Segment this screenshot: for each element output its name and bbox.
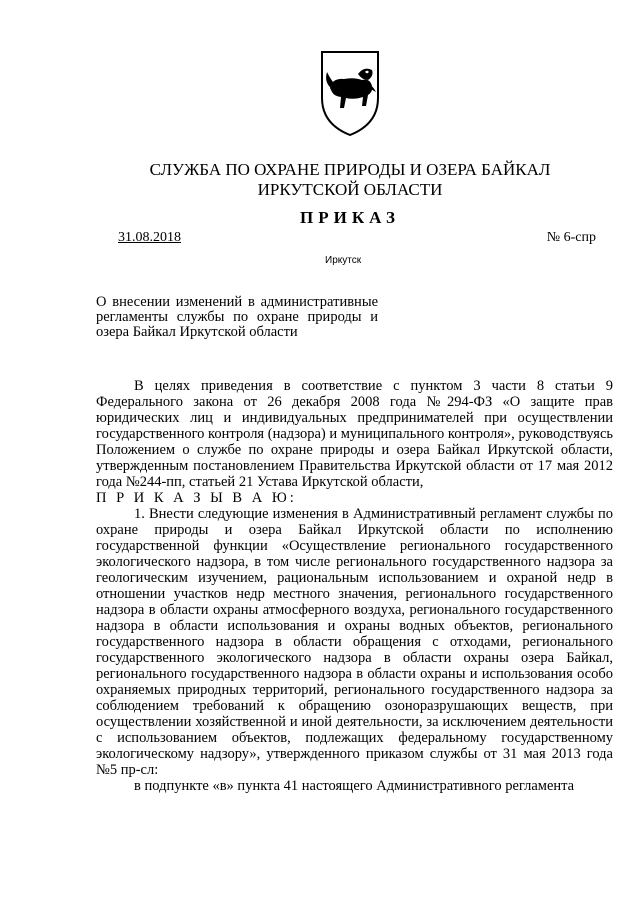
- document-city: Иркутск: [325, 255, 362, 266]
- document-number: № 6-спр: [546, 230, 596, 245]
- organization-name: [140, 160, 560, 200]
- document-subject: О внесении изменений в административные регламенты службы по охране природы и озера Байкал Иркутской области: [96, 294, 378, 340]
- order-word: П Р И К А З Ы В А Ю:: [96, 490, 297, 506]
- item-1-subparagraph: в подпункте «в» пункта 41 настоящего Административного регламента: [134, 778, 575, 794]
- org-line-2: ИРКУТСКОЙ ОБЛАСТИ: [257, 180, 443, 199]
- document-body: [96, 378, 613, 794]
- babr-head: [358, 69, 373, 80]
- preamble-paragraph: В целях приведения в соответствие с пунктом 3 части 8 статьи 9 Федерального закона от 26 декабря 2008 года №294-ФЗ «О защите прав юридических лиц и индивидуальных предпринимателей при осуществлении государственного контроля (надзора) и муниципального контроля», руководствуясь Положением о службе по охране природы и озера Байкал Иркутской области, утвержденным постановлением Правительства Иркутской области от 17 мая 2012 года №244-пп, статьей 21 Устава Иркутской области,: [96, 378, 613, 490]
- coat-of-arms-emblem: [318, 48, 382, 138]
- item-1-paragraph: 1. Внести следующие изменения в Административный регламент службы по охране природы и озера Байкал Иркутской области по исполнению государственной функции «Осуществление регионального государственного экологического надзора, в том числе регионального государственного надзора за геологическим изучением, рациональным использованием и охраной недр в отношении участков недр местного значения, регионального государственного надзора в области охраны атмосферного воздуха, регионального государственного надзора в области использования и охраны водных объектов, регионального государственного надзора в области обращения с отходами, регионального государственного экологического надзора в области охраны озера Байкал, регионального государственного надзора в области охраны и использования особо охраняемых природных территорий, регионального государственного надзора за соблюдением требований к обращению озоноразрушающих веществ, при осуществлении хозяйственной и иной деятельности, за исключением деятельности с использованием объектов, подлежащих федеральному государственному экологическому надзору», утвержденного приказом службы от 31 мая 2013 года №5 пр-сл:: [96, 506, 613, 778]
- document-type-title: ПРИКАЗ: [300, 208, 400, 227]
- document-date: 31.08.2018: [118, 230, 181, 245]
- org-line-1: СЛУЖБА ПО ОХРАНЕ ПРИРОДЫ И ОЗЕРА БАЙКАЛ: [149, 160, 551, 179]
